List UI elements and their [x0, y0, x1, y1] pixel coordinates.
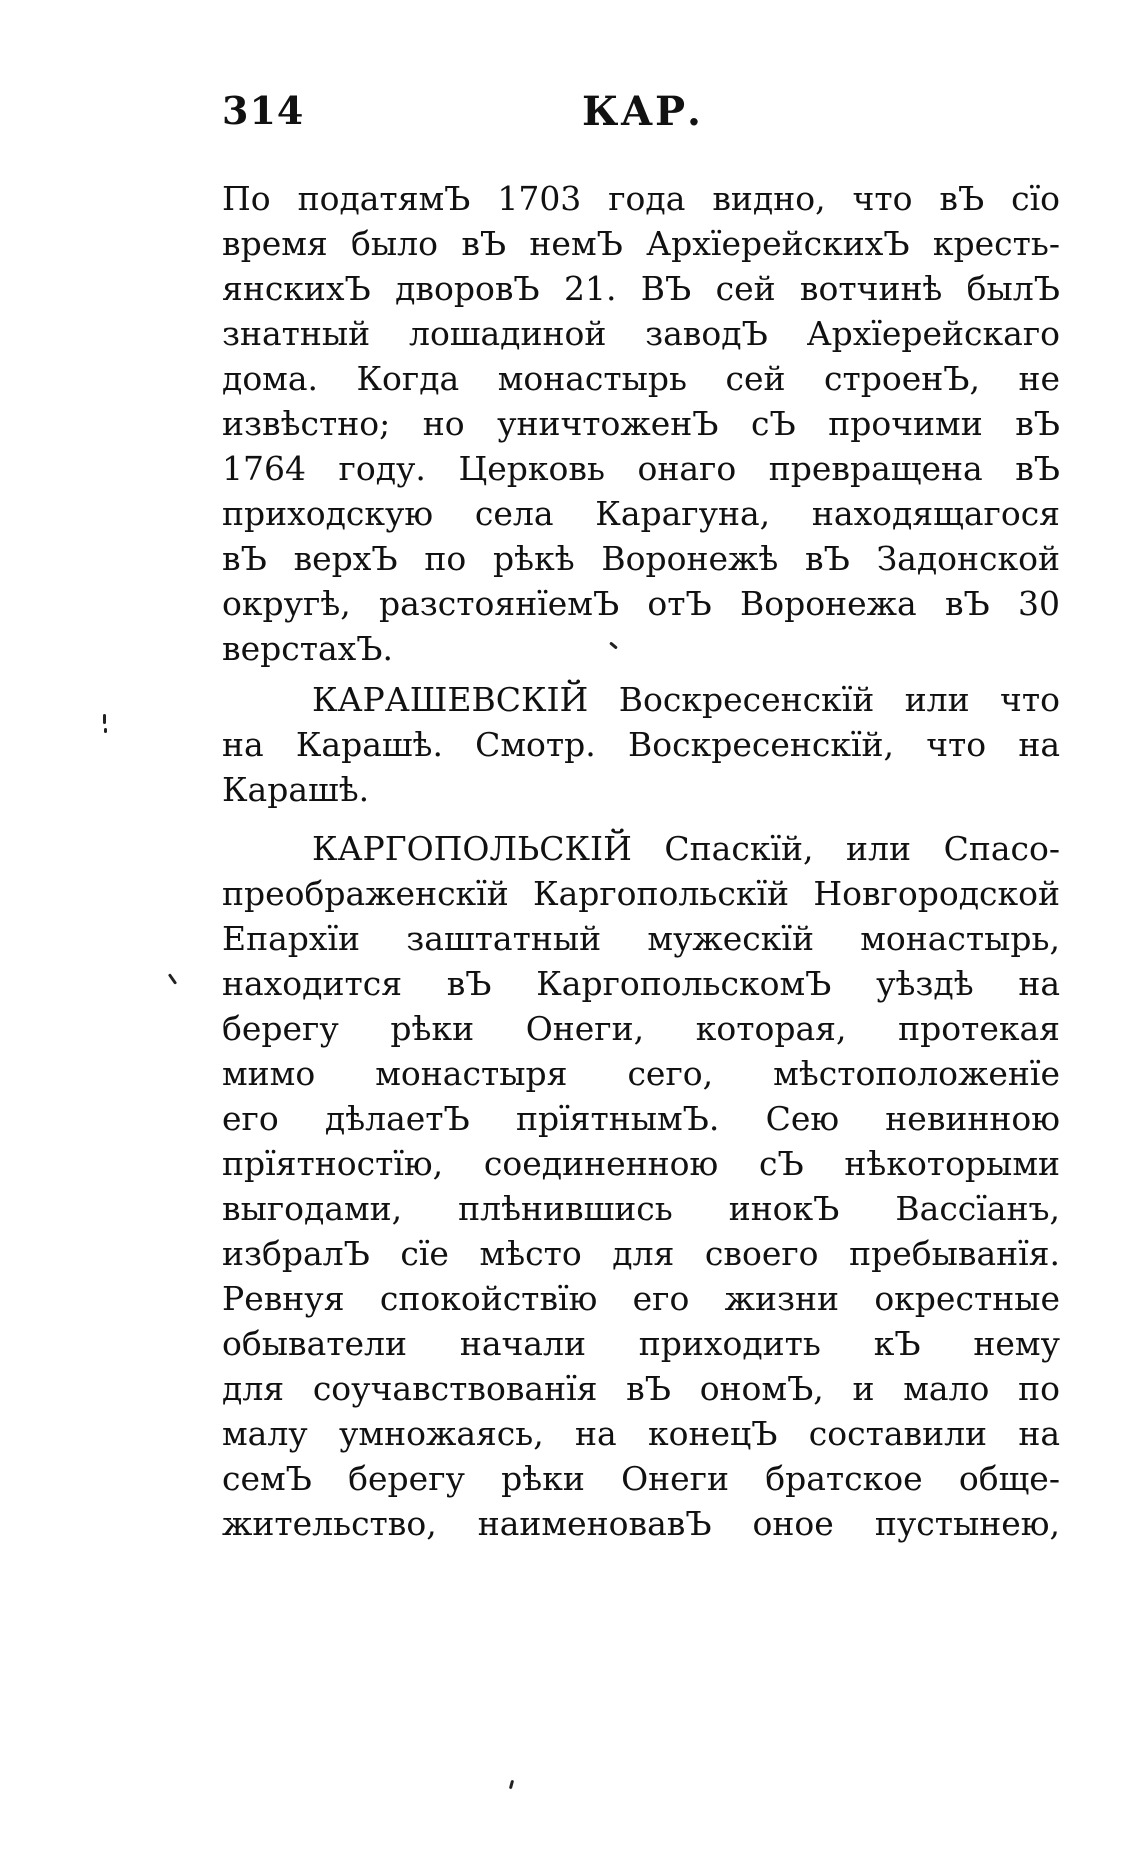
- text-line: вЪ верхЪ по рѣкѣ Воронежѣ вЪ Задонской: [222, 539, 1060, 578]
- text-line: дома. Когда монастырь сей строенЪ, не: [222, 359, 1060, 398]
- text-line: КАРГОПОЛЬСКІЙ Спаскїй, или Спасо-: [312, 829, 1060, 868]
- scan-speck: [103, 714, 106, 724]
- text-line: приходскую села Карагуна, находящагося: [222, 494, 1060, 533]
- text-line: знатный лошадиной заводЪ Архїерейскаго: [222, 314, 1060, 353]
- body-text: [222, 176, 1060, 1546]
- text-line: округѣ, разстоянїемЪ отЪ Воронежа вЪ 30: [222, 584, 1060, 623]
- scan-speck: [104, 728, 107, 733]
- text-line: на Карашѣ. Смотр. Воскресенскїй, что на: [222, 725, 1060, 764]
- text-line: малу умножаясь, на конецЪ составили на: [222, 1414, 1060, 1453]
- text-line: выгодами, плѣнившись инокЪ Вассїанъ,: [222, 1189, 1060, 1228]
- paragraph-gap: [222, 812, 1060, 826]
- text-line: для соучавствованїя вЪ ономЪ, и мало по: [222, 1369, 1060, 1408]
- text-line: время было вЪ немЪ АрхїерейскихЪ кресть-: [222, 224, 1060, 263]
- text-line: избралЪ сїе мѣсто для своего пребыванїя.: [222, 1234, 1060, 1273]
- text-line: его дѣлаетЪ прїятнымЪ. Сею невинною: [222, 1099, 1060, 1138]
- text-line: Ревнуя спокойствїю его жизни окрестные: [222, 1279, 1060, 1318]
- text-line: прїятностїю, соединенною сЪ нѣкоторыми: [222, 1144, 1060, 1183]
- page-number: 314: [222, 88, 305, 133]
- text-line: КАРАШЕВСКІЙ Воскресенскїй или что: [312, 680, 1060, 719]
- text-line: верстахЪ.: [222, 629, 393, 668]
- text-line: преображенскїй Каргопольскїй Новгородской: [222, 874, 1060, 913]
- page-header: [222, 88, 1060, 138]
- scan-speck: [509, 1780, 514, 1789]
- text-line: 1764 году. Церковь онаго превращена вЪ: [222, 449, 1060, 488]
- text-line: По податямЪ 1703 года видно, что вЪ сїо: [222, 179, 1060, 218]
- running-head: КАР.: [582, 88, 703, 135]
- text-line: янскихЪ дворовЪ 21. ВЪ сей вотчинѣ былЪ: [222, 269, 1060, 308]
- paragraph-2: [222, 677, 1060, 812]
- text-line: Епархїи заштатный мужескїй монастырь,: [222, 919, 1060, 958]
- text-line: извѣстно; но уничтоженЪ сЪ прочими вЪ: [222, 404, 1060, 443]
- text-line: берегу рѣки Онеги, которая, протекая: [222, 1009, 1060, 1048]
- text-line: находится вЪ КаргопольскомЪ уѣздѣ на: [222, 964, 1060, 1003]
- paragraph-3: [222, 826, 1060, 1546]
- text-line: семЪ берегу рѣки Онеги братское обще-: [222, 1459, 1060, 1498]
- text-line: мимо монастыря сего, мѣстоположенїе: [222, 1054, 1060, 1093]
- scan-speck: [168, 973, 177, 985]
- text-line: Карашѣ.: [222, 770, 370, 809]
- paragraph-1: [222, 176, 1060, 671]
- text-line: обыватели начали приходить кЪ нему: [222, 1324, 1060, 1363]
- text-line: жительство, наименовавЪ оное пустынею,: [222, 1504, 1060, 1543]
